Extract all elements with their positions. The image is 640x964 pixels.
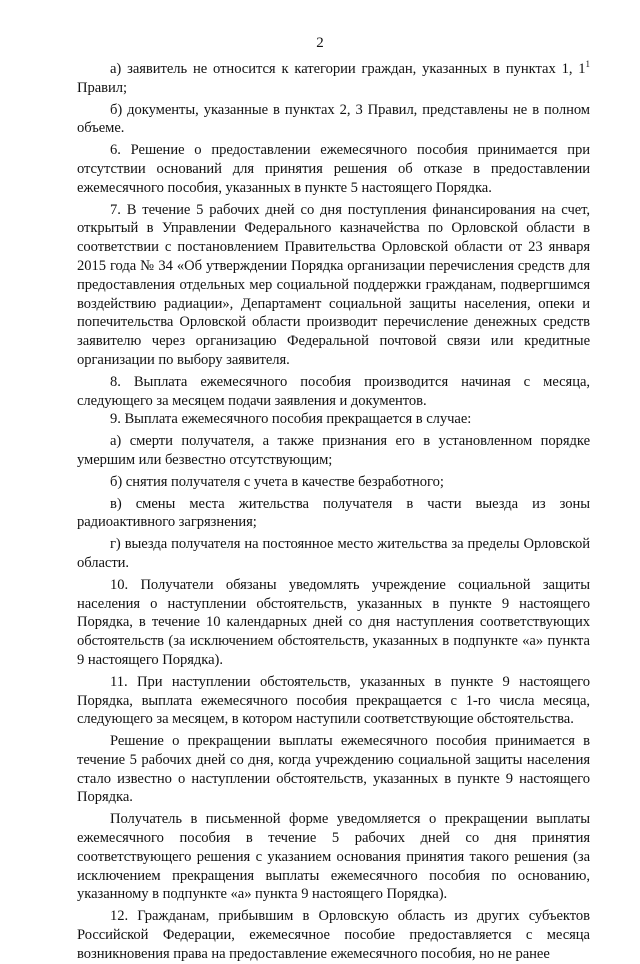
paragraph-1: б) документы, указанные в пунктах 2, 3 Правил, представлены не в полном объеме.: [77, 101, 590, 137]
paragraph-10: 10. Получатели обязаны уведомлять учреждение социальной защиты населения о наступлении обстоятельств, указанных в пункте 9 настоящего Порядка, в течение 10 календарных дней со дня наступления соответствующих обстоятельств (за исключением обстоятельств, указанных в подпункте «а» пункта 9 настоящего Порядка).: [77, 576, 590, 668]
paragraph-12: Решение о прекращении выплаты ежемесячного пособия принимается в течение 5 рабочих дней со дня, когда учреждению социальной защиты населения стало известно о наступлении обстоятельств, указанных в пункте 9 настоящего Порядка.: [77, 733, 590, 806]
paragraph-14: 12. Гражданам, прибывшим в Орловскую область из других субъектов Российской Федерации, ежемесячное пособие предоставляется с месяца возникновения права на предоставление ежемесячного пособия, но не ранее: [77, 908, 590, 962]
paragraph-7: б) снятия получателя с учета в качестве безработного;: [110, 473, 444, 490]
paragraph-9: г) выезда получателя на постоянное место жительства за пределы Орловской области.: [77, 536, 590, 571]
paragraph-2: 6. Решение о предоставлении ежемесячного пособия принимается при отсутствии оснований для принятия решения об отказе в предоставлении ежемесячного пособия, указанных в пункте 5 настоящего Порядка.: [77, 142, 590, 196]
paragraph-8: в) смены места жительства получателя в части выезда из зоны радиоактивного загрязнения;: [77, 495, 590, 531]
page-number: 2: [316, 35, 324, 51]
paragraph-3: 7. В течение 5 рабочих дней со дня поступления финансирования на счет, открытый в Управлении Федерального казначейства по Орловской области в соответствии с постановлением Правительства Орловской области от 23 января 2015 года № 34 «Об утверждении Порядка организации перечисления средств для предоставления отдельных мер социальной поддержки гражданам, подвергшимся воздействию радиации», Департамент социальной защиты населения, опеки и попечительства Орловской области производит перечисление денежных средств заявителю через организацию Федеральной почтовой связи или кредитные организации по выбору заявителя.: [77, 201, 590, 368]
paragraph-0: а) заявитель не относится к категории граждан, указанных в пунктах 1, $1^1$ Правил;: [77, 59, 590, 96]
paragraph-4: 8. Выплата ежемесячного пособия производится начиная с месяца, следующего за месяцем подачи заявления и документов.: [77, 373, 590, 409]
document-body: [77, 60, 590, 964]
paragraph-13: Получатель в письменной форме уведомляется о прекращении выплаты ежемесячного пособия в течение 5 рабочих дней со дня принятия соответствующего решения с указанием основания принятия такого решения (за исключением прекращения выплаты ежемесячного пособия по основанию, указанному в подпункте «а» пункта 9 настоящего Порядка).: [77, 811, 590, 903]
paragraph-6: а) смерти получателя, а также признания его в установленном порядке умершим или безвестно отсутствующим;: [77, 433, 590, 468]
superscript: 1: [585, 59, 590, 70]
paragraph-11: 11. При наступлении обстоятельств, указанных в пункте 9 настоящего Порядка, выплата ежемесячного пособия прекращается с 1-го числа месяца, следующего за месяцем, в котором наступили соответствующие обстоятельства.: [77, 673, 590, 728]
paragraph-5: 9. Выплата ежемесячного пособия прекращается в случае:: [110, 411, 472, 428]
